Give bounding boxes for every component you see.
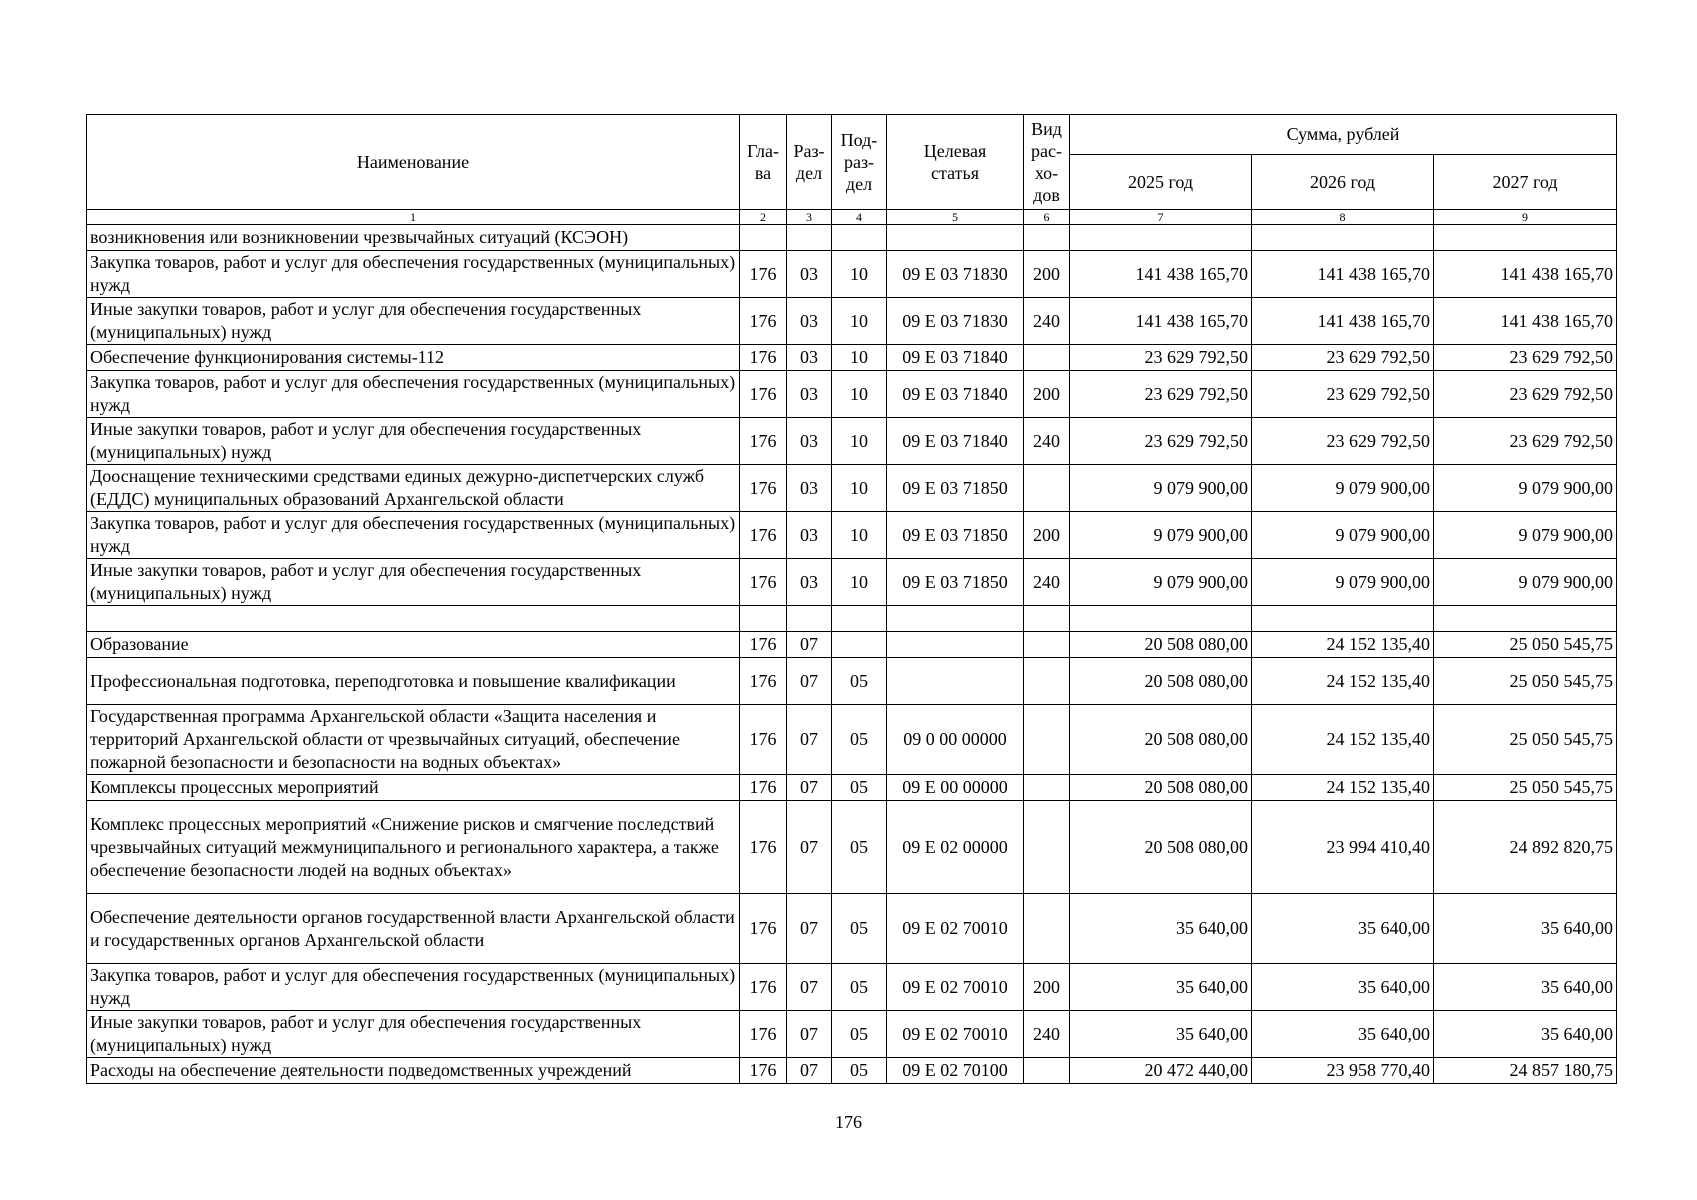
row-subsection: 10 xyxy=(832,418,887,465)
row-target-article: 09 Е 03 71840 xyxy=(887,371,1024,418)
row-sum-2025: 35 640,00 xyxy=(1070,894,1252,964)
row-sum-2025: 141 438 165,70 xyxy=(1070,251,1252,298)
row-sum-2026: 35 640,00 xyxy=(1252,964,1434,1011)
table-row xyxy=(87,371,1617,418)
table-row xyxy=(87,705,1617,775)
row-section: 07 xyxy=(787,658,832,705)
table-body xyxy=(87,225,1617,1084)
row-name: Закупка товаров, работ и услуг для обеспечения государственных (муниципальных) нужд xyxy=(87,964,740,1011)
row-expense-type: 200 xyxy=(1024,964,1070,1011)
row-sum-2025: 20 508 080,00 xyxy=(1070,658,1252,705)
header-name: Наименование xyxy=(87,115,740,210)
table-row xyxy=(87,418,1617,465)
table-row xyxy=(87,632,1617,658)
row-section: 07 xyxy=(787,705,832,775)
table-row xyxy=(87,465,1617,512)
row-target-article: 09 Е 03 71840 xyxy=(887,345,1024,371)
row-section: 07 xyxy=(787,964,832,1011)
row-subsection: 05 xyxy=(832,775,887,801)
row-sum-2025 xyxy=(1070,606,1252,632)
row-target-article: 09 Е 03 71830 xyxy=(887,298,1024,345)
row-sum-2026: 9 079 900,00 xyxy=(1252,559,1434,606)
row-expense-type: 240 xyxy=(1024,418,1070,465)
row-sum-2026: 23 994 410,40 xyxy=(1252,801,1434,894)
row-sum-2027: 35 640,00 xyxy=(1434,1011,1617,1058)
row-sum-2025: 23 629 792,50 xyxy=(1070,418,1252,465)
table-row xyxy=(87,894,1617,964)
row-sum-2027: 35 640,00 xyxy=(1434,964,1617,1011)
row-subsection: 05 xyxy=(832,1058,887,1084)
row-subsection: 05 xyxy=(832,705,887,775)
row-sum-2027: 23 629 792,50 xyxy=(1434,418,1617,465)
row-name xyxy=(87,606,740,632)
row-sum-2027: 9 079 900,00 xyxy=(1434,559,1617,606)
row-sum-2027: 23 629 792,50 xyxy=(1434,345,1617,371)
row-chapter: 176 xyxy=(740,801,787,894)
row-expense-type xyxy=(1024,632,1070,658)
column-number: 5 xyxy=(887,210,1024,225)
row-sum-2026: 24 152 135,40 xyxy=(1252,705,1434,775)
row-expense-type xyxy=(1024,345,1070,371)
row-chapter: 176 xyxy=(740,964,787,1011)
row-chapter: 176 xyxy=(740,632,787,658)
row-sum-2027: 9 079 900,00 xyxy=(1434,465,1617,512)
row-target-article xyxy=(887,225,1024,251)
table-row xyxy=(87,1011,1617,1058)
table-row xyxy=(87,964,1617,1011)
row-section: 03 xyxy=(787,465,832,512)
row-sum-2025: 141 438 165,70 xyxy=(1070,298,1252,345)
row-sum-2027: 35 640,00 xyxy=(1434,894,1617,964)
row-subsection: 05 xyxy=(832,1011,887,1058)
row-target-article xyxy=(887,606,1024,632)
row-sum-2025 xyxy=(1070,225,1252,251)
row-subsection: 10 xyxy=(832,371,887,418)
row-section: 03 xyxy=(787,512,832,559)
column-number: 2 xyxy=(740,210,787,225)
row-sum-2027 xyxy=(1434,225,1617,251)
column-number: 8 xyxy=(1252,210,1434,225)
row-subsection xyxy=(832,632,887,658)
row-sum-2027: 25 050 545,75 xyxy=(1434,705,1617,775)
row-name: Образование xyxy=(87,632,740,658)
row-name: Иные закупки товаров, работ и услуг для обеспечения государственных (муниципальных) нужд xyxy=(87,298,740,345)
row-chapter xyxy=(740,606,787,632)
row-expense-type xyxy=(1024,801,1070,894)
row-target-article: 09 Е 02 70100 xyxy=(887,1058,1024,1084)
row-sum-2026: 23 629 792,50 xyxy=(1252,418,1434,465)
row-sum-2026: 23 958 770,40 xyxy=(1252,1058,1434,1084)
row-expense-type xyxy=(1024,465,1070,512)
row-sum-2027: 24 892 820,75 xyxy=(1434,801,1617,894)
column-number: 4 xyxy=(832,210,887,225)
row-name: Комплекс процессных мероприятий «Снижение рисков и смягчение последствий чрезвычайных ситуаций межмуниципального и регионального характера, а также обеспечение безопасности людей на водных объектах» xyxy=(87,801,740,894)
row-chapter: 176 xyxy=(740,512,787,559)
row-sum-2026: 23 629 792,50 xyxy=(1252,345,1434,371)
row-name: Дооснащение техническими средствами единых дежурно-диспетчерских служб (ЕДДС) муниципальных образований Архангельской области xyxy=(87,465,740,512)
budget-table xyxy=(86,114,1617,1084)
row-sum-2027: 25 050 545,75 xyxy=(1434,632,1617,658)
table-row xyxy=(87,801,1617,894)
row-expense-type xyxy=(1024,894,1070,964)
row-subsection: 05 xyxy=(832,964,887,1011)
row-chapter: 176 xyxy=(740,894,787,964)
row-name: Иные закупки товаров, работ и услуг для обеспечения государственных (муниципальных) нужд xyxy=(87,559,740,606)
row-expense-type xyxy=(1024,658,1070,705)
row-target-article: 09 Е 02 70010 xyxy=(887,894,1024,964)
row-chapter: 176 xyxy=(740,371,787,418)
row-section xyxy=(787,225,832,251)
row-sum-2025: 9 079 900,00 xyxy=(1070,465,1252,512)
table-row xyxy=(87,512,1617,559)
row-subsection: 10 xyxy=(832,345,887,371)
row-name: Расходы на обеспечение деятельности подведомственных учреждений xyxy=(87,1058,740,1084)
row-chapter: 176 xyxy=(740,418,787,465)
row-expense-type: 240 xyxy=(1024,298,1070,345)
row-chapter: 176 xyxy=(740,1011,787,1058)
row-name: Комплексы процессных мероприятий xyxy=(87,775,740,801)
row-target-article: 09 Е 00 00000 xyxy=(887,775,1024,801)
row-sum-2026 xyxy=(1252,225,1434,251)
row-chapter: 176 xyxy=(740,465,787,512)
header-target-article: Целевая статья xyxy=(887,115,1024,210)
row-chapter: 176 xyxy=(740,1058,787,1084)
column-number: 7 xyxy=(1070,210,1252,225)
row-sum-2027: 9 079 900,00 xyxy=(1434,512,1617,559)
row-chapter: 176 xyxy=(740,298,787,345)
row-subsection: 10 xyxy=(832,251,887,298)
row-chapter: 176 xyxy=(740,251,787,298)
row-target-article: 09 Е 03 71830 xyxy=(887,251,1024,298)
row-subsection: 10 xyxy=(832,512,887,559)
row-expense-type xyxy=(1024,606,1070,632)
row-sum-2027: 141 438 165,70 xyxy=(1434,298,1617,345)
row-name: Обеспечение функционирования системы-112 xyxy=(87,345,740,371)
row-target-article: 09 0 00 00000 xyxy=(887,705,1024,775)
row-subsection: 05 xyxy=(832,801,887,894)
row-sum-2025: 20 472 440,00 xyxy=(1070,1058,1252,1084)
row-sum-2026 xyxy=(1252,606,1434,632)
row-sum-2026: 24 152 135,40 xyxy=(1252,658,1434,705)
row-sum-2026: 24 152 135,40 xyxy=(1252,632,1434,658)
header-subsection: Под- раз- дел xyxy=(832,115,887,210)
row-expense-type xyxy=(1024,1058,1070,1084)
row-sum-2026: 9 079 900,00 xyxy=(1252,465,1434,512)
column-number: 3 xyxy=(787,210,832,225)
row-sum-2027: 25 050 545,75 xyxy=(1434,658,1617,705)
row-chapter: 176 xyxy=(740,775,787,801)
row-section: 07 xyxy=(787,801,832,894)
header-row-top xyxy=(87,115,1617,155)
row-name: Иные закупки товаров, работ и услуг для обеспечения государственных (муниципальных) нужд xyxy=(87,418,740,465)
row-name: Профессиональная подготовка, переподготовка и повышение квалификации xyxy=(87,658,740,705)
row-expense-type xyxy=(1024,705,1070,775)
row-subsection: 10 xyxy=(832,559,887,606)
header-year-2025: 2025 год xyxy=(1070,155,1252,210)
header-expense-type: Вид рас- хо- дов xyxy=(1024,115,1070,210)
row-sum-2026: 23 629 792,50 xyxy=(1252,371,1434,418)
row-sum-2026: 35 640,00 xyxy=(1252,894,1434,964)
row-sum-2025: 20 508 080,00 xyxy=(1070,632,1252,658)
row-sum-2025: 9 079 900,00 xyxy=(1070,512,1252,559)
row-section: 07 xyxy=(787,894,832,964)
header-sum: Сумма, рублей xyxy=(1070,115,1617,155)
row-name: Закупка товаров, работ и услуг для обеспечения государственных (муниципальных) нужд xyxy=(87,251,740,298)
row-subsection: 10 xyxy=(832,298,887,345)
row-name: Иные закупки товаров, работ и услуг для обеспечения государственных (муниципальных) нужд xyxy=(87,1011,740,1058)
row-expense-type: 200 xyxy=(1024,512,1070,559)
header-section: Раз- дел xyxy=(787,115,832,210)
row-target-article: 09 Е 02 70010 xyxy=(887,1011,1024,1058)
row-sum-2027 xyxy=(1434,606,1617,632)
row-name: возникновения или возникновении чрезвычайных ситуаций (КСЭОН) xyxy=(87,225,740,251)
row-section: 07 xyxy=(787,775,832,801)
row-section: 07 xyxy=(787,1058,832,1084)
row-target-article xyxy=(887,632,1024,658)
row-expense-type xyxy=(1024,225,1070,251)
row-sum-2026: 141 438 165,70 xyxy=(1252,298,1434,345)
table-row xyxy=(87,606,1617,632)
row-sum-2027: 141 438 165,70 xyxy=(1434,251,1617,298)
table-row xyxy=(87,298,1617,345)
table-row xyxy=(87,225,1617,251)
row-section: 07 xyxy=(787,632,832,658)
row-expense-type: 240 xyxy=(1024,1011,1070,1058)
row-section: 03 xyxy=(787,298,832,345)
row-name: Обеспечение деятельности органов государственной власти Архангельской области и государственных органов Архангельской области xyxy=(87,894,740,964)
header-year-2026: 2026 год xyxy=(1252,155,1434,210)
row-target-article: 09 Е 02 70010 xyxy=(887,964,1024,1011)
row-sum-2025: 23 629 792,50 xyxy=(1070,345,1252,371)
row-sum-2026: 9 079 900,00 xyxy=(1252,512,1434,559)
row-section: 03 xyxy=(787,345,832,371)
row-name: Государственная программа Архангельской области «Защита населения и территорий Архангельской области от чрезвычайных ситуаций, обеспечение пожарной безопасности и безопасности на водных объектах» xyxy=(87,705,740,775)
table-row xyxy=(87,251,1617,298)
row-subsection xyxy=(832,606,887,632)
column-number: 1 xyxy=(87,210,740,225)
row-section: 03 xyxy=(787,418,832,465)
row-sum-2025: 23 629 792,50 xyxy=(1070,371,1252,418)
row-expense-type: 200 xyxy=(1024,251,1070,298)
row-sum-2027: 25 050 545,75 xyxy=(1434,775,1617,801)
row-section xyxy=(787,606,832,632)
row-target-article: 09 Е 03 71840 xyxy=(887,418,1024,465)
row-sum-2026: 141 438 165,70 xyxy=(1252,251,1434,298)
row-subsection: 10 xyxy=(832,465,887,512)
row-name: Закупка товаров, работ и услуг для обеспечения государственных (муниципальных) нужд xyxy=(87,371,740,418)
column-number: 6 xyxy=(1024,210,1070,225)
row-section: 03 xyxy=(787,371,832,418)
row-target-article: 09 Е 03 71850 xyxy=(887,465,1024,512)
row-sum-2025: 20 508 080,00 xyxy=(1070,801,1252,894)
page-number: 176 xyxy=(835,1112,862,1132)
row-target-article: 09 Е 03 71850 xyxy=(887,512,1024,559)
table-row xyxy=(87,1058,1617,1084)
row-chapter: 176 xyxy=(740,658,787,705)
row-section: 07 xyxy=(787,1011,832,1058)
header-year-2027: 2027 год xyxy=(1434,155,1617,210)
row-sum-2026: 24 152 135,40 xyxy=(1252,775,1434,801)
row-sum-2026: 35 640,00 xyxy=(1252,1011,1434,1058)
row-sum-2025: 20 508 080,00 xyxy=(1070,705,1252,775)
row-target-article xyxy=(887,658,1024,705)
row-sum-2027: 23 629 792,50 xyxy=(1434,371,1617,418)
row-section: 03 xyxy=(787,559,832,606)
column-number-row xyxy=(87,210,1617,225)
row-subsection: 05 xyxy=(832,894,887,964)
row-sum-2025: 9 079 900,00 xyxy=(1070,559,1252,606)
table-row xyxy=(87,775,1617,801)
row-target-article: 09 Е 03 71850 xyxy=(887,559,1024,606)
row-sum-2025: 20 508 080,00 xyxy=(1070,775,1252,801)
row-expense-type: 240 xyxy=(1024,559,1070,606)
column-number: 9 xyxy=(1434,210,1617,225)
row-target-article: 09 Е 02 00000 xyxy=(887,801,1024,894)
row-sum-2025: 35 640,00 xyxy=(1070,1011,1252,1058)
row-subsection xyxy=(832,225,887,251)
table-row xyxy=(87,658,1617,705)
row-subsection: 05 xyxy=(832,658,887,705)
row-name: Закупка товаров, работ и услуг для обеспечения государственных (муниципальных) нужд xyxy=(87,512,740,559)
row-chapter: 176 xyxy=(740,559,787,606)
header-chapter: Гла- ва xyxy=(740,115,787,210)
row-sum-2027: 24 857 180,75 xyxy=(1434,1058,1617,1084)
row-sum-2025: 35 640,00 xyxy=(1070,964,1252,1011)
row-chapter: 176 xyxy=(740,345,787,371)
row-expense-type: 200 xyxy=(1024,371,1070,418)
row-chapter: 176 xyxy=(740,705,787,775)
row-expense-type xyxy=(1024,775,1070,801)
row-section: 03 xyxy=(787,251,832,298)
table-row xyxy=(87,345,1617,371)
table-row xyxy=(87,559,1617,606)
row-chapter xyxy=(740,225,787,251)
